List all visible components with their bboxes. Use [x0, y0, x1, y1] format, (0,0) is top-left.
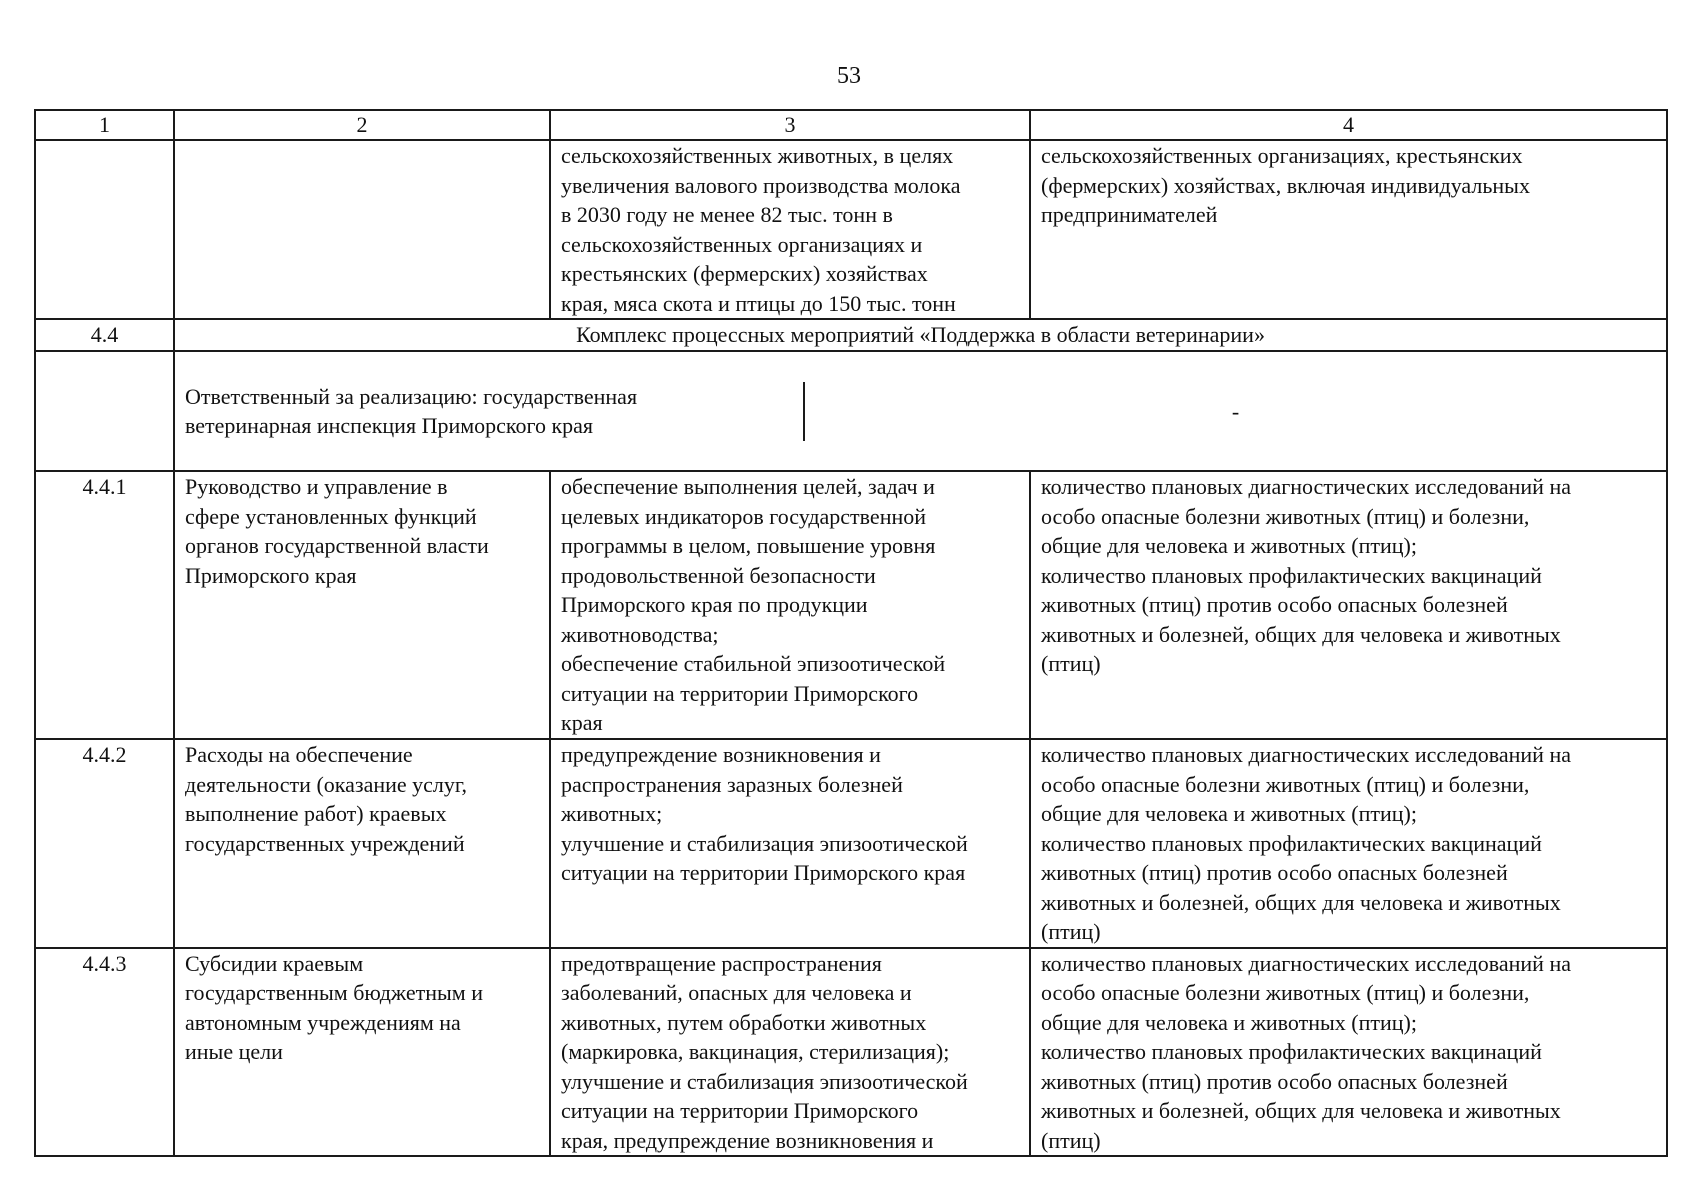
- page-number: 53: [837, 63, 861, 89]
- column-header-row: [35, 110, 1667, 140]
- responsible-number-cell: [35, 351, 174, 471]
- responsible-row: [35, 351, 1667, 471]
- row-goal: предупреждение возникновения и распространения заразных болезней животных; улучшение и стабилизация эпизоотической ситуации на территории Приморского края: [550, 739, 1030, 948]
- responsible-label: Ответственный за реализацию: государственная ветеринарная инспекция Приморского края: [175, 382, 805, 441]
- section-number: 4.4: [35, 319, 174, 351]
- responsible-value: -: [1231, 398, 1240, 424]
- table-row: [35, 471, 1667, 739]
- column-header: 4: [1030, 110, 1667, 140]
- table-row: [35, 140, 1667, 319]
- column-header: 3: [550, 110, 1030, 140]
- section-row: [35, 319, 1667, 351]
- row-indicator: сельскохозяйственных организациях, крестьянских (фермерских) хозяйствах, включая индивидуальных предпринимателей: [1030, 140, 1667, 319]
- program-table: [34, 109, 1668, 1157]
- row-goal: обеспечение выполнения целей, задач и целевых индикаторов государственной программы в целом, повышение уровня продовольственной безопасности Приморского края по продукции животноводства; обеспечение стабильной эпизоотической ситуации на территории Приморского края: [550, 471, 1030, 739]
- row-name: [174, 140, 550, 319]
- table-row: [35, 948, 1667, 1157]
- responsible-cell: [174, 351, 1667, 471]
- row-number: 4.4.3: [35, 948, 174, 1157]
- row-name: Руководство и управление в сфере установленных функций органов государственной власти Приморского края: [174, 471, 550, 739]
- row-indicator: количество плановых диагностических исследований на особо опасные болезни животных (птиц) и болезни, общие для человека и животных (птиц); количество плановых профилактических вакцинаций животных (птиц) против особо опасных болезней животных и болезней, общих для человека и животных (птиц): [1030, 948, 1667, 1157]
- row-goal: сельскохозяйственных животных, в целях увеличения валового производства молока в 2030 году не менее 82 тыс. тонн в сельскохозяйственных организациях и крестьянских (фермерских) хозяйствах края, мяса скота и птицы до 150 тыс. тонн: [550, 140, 1030, 319]
- column-header: 2: [174, 110, 550, 140]
- row-name: Расходы на обеспечение деятельности (оказание услуг, выполнение работ) краевых государственных учреждений: [174, 739, 550, 948]
- row-goal: предотвращение распространения заболеваний, опасных для человека и животных, путем обработки животных (маркировка, вакцинация, стерилизация); улучшение и стабилизация эпизоотической ситуации на территории Приморского края, предупреждение возникновения и: [550, 948, 1030, 1157]
- column-header: 1: [35, 110, 174, 140]
- row-number: 4.4.1: [35, 471, 174, 739]
- row-number: [35, 140, 174, 319]
- row-name: Субсидии краевым государственным бюджетным и автономным учреждениям на иные цели: [174, 948, 550, 1157]
- section-title: Комплекс процессных мероприятий «Поддержка в области ветеринарии»: [174, 319, 1667, 351]
- row-indicator: количество плановых диагностических исследований на особо опасные болезни животных (птиц) и болезни, общие для человека и животных (птиц); количество плановых профилактических вакцинаций животных (птиц) против особо опасных болезней животных и болезней, общих для человека и животных (птиц): [1030, 739, 1667, 948]
- row-number: 4.4.2: [35, 739, 174, 948]
- table-row: [35, 739, 1667, 948]
- row-indicator: количество плановых диагностических исследований на особо опасные болезни животных (птиц) и болезни, общие для человека и животных (птиц); количество плановых профилактических вакцинаций животных (птиц) против особо опасных болезней животных и болезней, общих для человека и животных (птиц): [1030, 471, 1667, 739]
